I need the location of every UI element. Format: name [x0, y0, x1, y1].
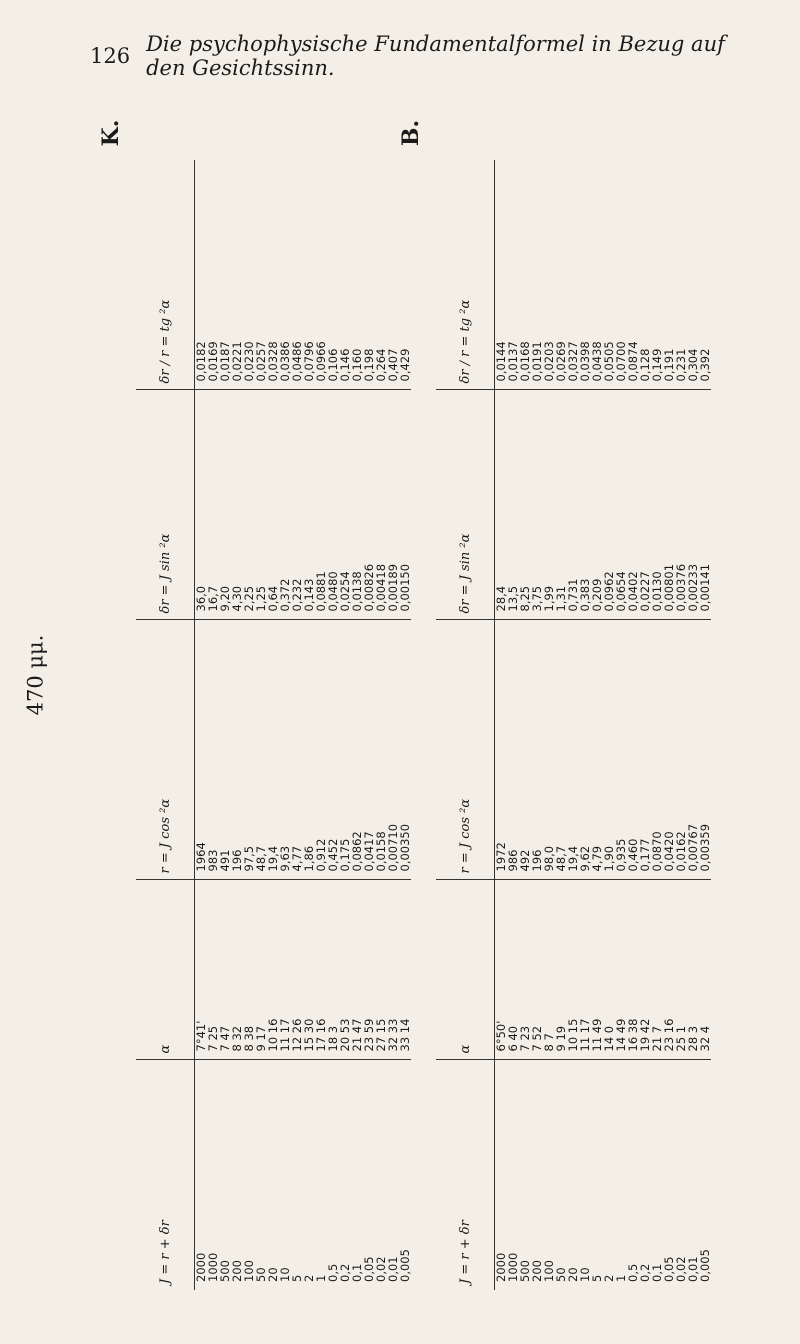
table-cell: 9 17: [255, 880, 267, 1060]
table-cell: 0,1: [350, 1263, 364, 1282]
table-cell: 0,0191: [531, 160, 543, 390]
table-row: [555, 160, 567, 1290]
table-row: [615, 160, 627, 1290]
table-cell: 0,460: [627, 620, 639, 880]
table-cell: 0,00826: [363, 390, 375, 620]
col-header-alpha: α: [436, 880, 495, 1060]
table-block-k: [96, 95, 412, 1290]
table-cell: 0,0420: [663, 620, 675, 880]
table-cell: 0,0874: [627, 160, 639, 390]
table-cell: 0,0138: [351, 390, 363, 620]
table-cell: 32 33: [387, 880, 399, 1060]
table-cell: 0,0162: [675, 620, 687, 880]
table-cell: 0,005: [698, 1249, 712, 1282]
col-header-j: J = r + δr: [136, 1060, 195, 1290]
table-cell: 50: [254, 1267, 268, 1282]
table-cell: 0,0505: [603, 160, 615, 390]
table-cell: 20 53: [339, 880, 351, 1060]
table-cell: 13,5: [507, 390, 519, 620]
table-row: [507, 160, 519, 1290]
table-row: [255, 160, 267, 1290]
table-cell: 0,0269: [555, 160, 567, 390]
table-cell: 0,5: [626, 1263, 640, 1282]
table-row: [315, 160, 327, 1290]
table-cell: 16,7: [207, 390, 219, 620]
table-cell: 48,7: [555, 620, 567, 880]
table-cell: 196: [231, 620, 243, 880]
table-row: [219, 160, 231, 1290]
table-block-b: [396, 95, 712, 1290]
table-cell: 9,62: [579, 620, 591, 880]
table-cell: 1,31: [555, 390, 567, 620]
table-cell: 0,0227: [639, 390, 651, 620]
table-row: [603, 160, 615, 1290]
table-cell: 0,0130: [651, 390, 663, 620]
table-cell: 23 16: [663, 880, 675, 1060]
table-cell: 0,177: [639, 620, 651, 880]
table-row: [675, 160, 687, 1290]
table-cell: 0,00350: [399, 620, 411, 880]
table-row: [243, 160, 255, 1290]
table-cell: 0,00233: [687, 390, 699, 620]
table-row: [639, 160, 651, 1290]
col-header-alpha: α: [136, 880, 195, 1060]
table-cell: 10: [278, 1267, 292, 1282]
table-cell: 0,731: [567, 390, 579, 620]
table-cell: 20: [566, 1267, 580, 1282]
table-cell: 0,452: [327, 620, 339, 880]
col-header-j: J = r + δr: [436, 1060, 495, 1290]
table-row: [267, 160, 279, 1290]
table-row: [363, 160, 375, 1290]
table-cell: 0,005: [398, 1249, 412, 1282]
table-row: [531, 160, 543, 1290]
table-cell: 0,912: [315, 620, 327, 880]
table-cell: 0,128: [639, 160, 651, 390]
table-cell: 1,86: [303, 620, 315, 880]
table-cell: 10 16: [267, 880, 279, 1060]
table-cell: 0,0230: [243, 160, 255, 390]
table-cell: 0,0881: [315, 390, 327, 620]
table-row: [291, 160, 303, 1290]
table-cell: 0,0168: [519, 160, 531, 390]
table-cell: 8 32: [231, 880, 243, 1060]
table-cell: 27 15: [375, 880, 387, 1060]
table-cell: 7 23: [519, 880, 531, 1060]
table-row: [195, 160, 208, 1290]
table-cell: 0,0137: [507, 160, 519, 390]
table-cell: 11 17: [579, 880, 591, 1060]
table-row: [327, 160, 339, 1290]
table-cell: 18 3: [327, 880, 339, 1060]
table-cell: 36,0: [195, 390, 208, 620]
table-cell: 11 49: [591, 880, 603, 1060]
table-cell: 7 47: [219, 880, 231, 1060]
table-cell: 0,00710: [387, 620, 399, 880]
table-cell: 492: [519, 620, 531, 880]
table-cell: 8,25: [519, 390, 531, 620]
table-cell: 0,00376: [675, 390, 687, 620]
col-header-delta-r: δr = J sin ²α: [436, 390, 495, 620]
table-cell: 0,149: [651, 160, 663, 390]
table-cell: 9,20: [219, 390, 231, 620]
table-cell: 14 49: [615, 880, 627, 1060]
table-cell: 0,383: [579, 390, 591, 620]
table-cell: 0,0254: [339, 390, 351, 620]
table-cell: 0,146: [339, 160, 351, 390]
table-cell: 21 7: [651, 880, 663, 1060]
table-cell: 9,63: [279, 620, 291, 880]
table-cell: 0,01: [686, 1256, 700, 1282]
table-row: [627, 160, 639, 1290]
running-title: Die psychophysische Fundamentalformel in Bezug auf den Gesichtssinn.: [146, 32, 725, 80]
table-cell: 19,4: [267, 620, 279, 880]
table-cell: 12 26: [291, 880, 303, 1060]
table-cell: 0,935: [615, 620, 627, 880]
table-cell: 10: [578, 1267, 592, 1282]
table-cell: 0,0654: [615, 390, 627, 620]
table-row: [651, 160, 663, 1290]
table-row: [579, 160, 591, 1290]
table-cell: 0,2: [338, 1263, 352, 1282]
col-header-ratio: δr / r = tg ²α: [136, 160, 195, 390]
table-cell: 1000: [206, 1252, 220, 1282]
table-cell: 0,2: [638, 1263, 652, 1282]
table-cell: 20: [266, 1267, 280, 1282]
page-header: [90, 32, 730, 80]
table-cell: 9 19: [555, 880, 567, 1060]
table-cell: 0,02: [374, 1256, 388, 1282]
table-cell: 0,05: [362, 1256, 376, 1282]
col-header-r: r = J cos ²α: [436, 620, 495, 880]
table-cell: 17 16: [315, 880, 327, 1060]
table-cell: 0,0158: [375, 620, 387, 880]
table-cell: 15 30: [303, 880, 315, 1060]
table-row: [351, 160, 363, 1290]
table-cell: 0,0203: [543, 160, 555, 390]
table-cell: 14 0: [603, 880, 615, 1060]
table-cell: 1: [614, 1274, 628, 1282]
table-cell: 0,1: [650, 1263, 664, 1282]
table-cell: 0,198: [363, 160, 375, 390]
page-number: 126: [90, 44, 131, 68]
table-cell: 11 17: [279, 880, 291, 1060]
table-row: [279, 160, 291, 1290]
table-cell: 0,0870: [651, 620, 663, 880]
table-cell: 0,01: [386, 1256, 400, 1282]
table-cell: 0,0328: [267, 160, 279, 390]
table-cell: 983: [207, 620, 219, 880]
table-cell: 0,02: [674, 1256, 688, 1282]
table-row: [495, 160, 508, 1290]
table-cell: 0,231: [675, 160, 687, 390]
col-header-ratio: δr / r = tg ²α: [436, 160, 495, 390]
table-cell: 0,160: [351, 160, 363, 390]
table-cell: 1,90: [603, 620, 615, 880]
table-cell: 7 25: [207, 880, 219, 1060]
table-cell: 2000: [194, 1252, 208, 1282]
table-row: [375, 160, 387, 1290]
table-cell: 0,304: [687, 160, 699, 390]
table-cell: 100: [542, 1260, 556, 1282]
block-letter-k: K.: [98, 119, 124, 147]
table-cell: 5: [290, 1274, 304, 1282]
table-cell: 0,00801: [663, 390, 675, 620]
table-cell: 4,30: [231, 390, 243, 620]
table-cell: 0,264: [375, 160, 387, 390]
table-cell: 0,392: [699, 160, 711, 390]
table-cell: 28 3: [687, 880, 699, 1060]
block-letter-b: B.: [398, 119, 424, 147]
table-cell: 0,209: [591, 390, 603, 620]
table-row: [231, 160, 243, 1290]
table-cell: 0,0966: [315, 160, 327, 390]
wavelength-label: [0, 634, 70, 716]
table-row: [699, 160, 711, 1290]
table-cell: 10 15: [567, 880, 579, 1060]
table-cell: 3,75: [531, 390, 543, 620]
table-cell: 28,4: [495, 390, 508, 620]
col-header-delta-r: δr = J sin ²α: [136, 390, 195, 620]
table-cell: 100: [242, 1260, 256, 1282]
table-cell: 98,0: [543, 620, 555, 880]
table-cell: 500: [518, 1260, 532, 1282]
table-cell: 33 14: [399, 880, 411, 1060]
table-cell: 0,191: [663, 160, 675, 390]
rotated-table-area: [96, 95, 712, 1290]
table-cell: 986: [507, 620, 519, 880]
table-cell: 50: [554, 1267, 568, 1282]
table-cell: 21 47: [351, 880, 363, 1060]
table-cell: 0,0700: [615, 160, 627, 390]
table-cell: 0,00189: [387, 390, 399, 620]
table-cell: 491: [219, 620, 231, 880]
table-cell: 25 1: [675, 880, 687, 1060]
table-cell: 200: [530, 1260, 544, 1282]
table-cell: 23 59: [363, 880, 375, 1060]
table-cell: 0,0144: [495, 160, 508, 390]
table-row: [303, 160, 315, 1290]
table-cell: 0,0169: [207, 160, 219, 390]
table-cell: 4,79: [591, 620, 603, 880]
table-row: [687, 160, 699, 1290]
table-cell: 0,0386: [279, 160, 291, 390]
table-row: [567, 160, 579, 1290]
table-cell: 0,0182: [195, 160, 208, 390]
table-cell: 8 7: [543, 880, 555, 1060]
table-header-row: [436, 160, 495, 1290]
table-cell: 0,00767: [687, 620, 699, 880]
table-cell: 2,25: [243, 390, 255, 620]
table-cell: 1964: [195, 620, 208, 880]
table-row: [591, 160, 603, 1290]
table-cell: 1000: [506, 1252, 520, 1282]
table-cell: 16 38: [627, 880, 639, 1060]
table-cell: 196: [531, 620, 543, 880]
table-cell: 0,5: [326, 1263, 340, 1282]
table-cell: 0,00150: [399, 390, 411, 620]
table-cell: 19 42: [639, 880, 651, 1060]
table-cell: 0,00141: [699, 390, 711, 620]
table-cell: 5: [590, 1274, 604, 1282]
table-cell: 1,99: [543, 390, 555, 620]
table-cell: 200: [230, 1260, 244, 1282]
table-cell: 4,77: [291, 620, 303, 880]
table-cell: 0,0438: [591, 160, 603, 390]
table-header-row: [136, 160, 195, 1290]
table-cell: 0,175: [339, 620, 351, 880]
col-header-r: r = J cos ²α: [136, 620, 195, 880]
table-cell: 0,0796: [303, 160, 315, 390]
table-cell: 97,5: [243, 620, 255, 880]
table-cell: 6 40: [507, 880, 519, 1060]
table-cell: 0,0187: [219, 160, 231, 390]
data-table-b: [436, 160, 711, 1290]
table-cell: 0,0480: [327, 390, 339, 620]
table-cell: 0,05: [662, 1256, 676, 1282]
table-cell: 0,0402: [627, 390, 639, 620]
table-cell: 0,00359: [699, 620, 711, 880]
table-cell: 2: [602, 1274, 616, 1282]
table-cell: 500: [218, 1260, 232, 1282]
table-row: [543, 160, 555, 1290]
data-table-k: [136, 160, 411, 1290]
table-cell: 0,429: [399, 160, 411, 390]
table-cell: 7 52: [531, 880, 543, 1060]
table-cell: 0,0862: [351, 620, 363, 880]
table-cell: 0,0398: [579, 160, 591, 390]
table-cell: 7°41': [195, 880, 208, 1060]
table-cell: 8 38: [243, 880, 255, 1060]
table-cell: 0,0327: [567, 160, 579, 390]
table-row: [663, 160, 675, 1290]
table-cell: 32 4: [699, 880, 711, 1060]
table-cell: 0,232: [291, 390, 303, 620]
table-cell: 1,25: [255, 390, 267, 620]
wavelength-label-text: 470 μμ.: [23, 634, 48, 716]
table-cell: 19,4: [567, 620, 579, 880]
table-cell: 0,0962: [603, 390, 615, 620]
table-cell: 0,407: [387, 160, 399, 390]
table-cell: 0,0417: [363, 620, 375, 880]
table-row: [207, 160, 219, 1290]
table-cell: 48,7: [255, 620, 267, 880]
table-cell: 0,372: [279, 390, 291, 620]
table-cell: 0,0486: [291, 160, 303, 390]
table-cell: 2000: [494, 1252, 508, 1282]
table-cell: 0,106: [327, 160, 339, 390]
table-cell: 0,143: [303, 390, 315, 620]
table-cell: 0,00418: [375, 390, 387, 620]
table-cell: 0,0257: [255, 160, 267, 390]
table-row: [339, 160, 351, 1290]
table-cell: 0,0221: [231, 160, 243, 390]
table-cell: 1972: [495, 620, 508, 880]
table-cell: 6°50': [495, 880, 508, 1060]
table-cell: 1: [314, 1274, 328, 1282]
table-cell: 2: [302, 1274, 316, 1282]
table-cell: 0,64: [267, 390, 279, 620]
table-row: [519, 160, 531, 1290]
